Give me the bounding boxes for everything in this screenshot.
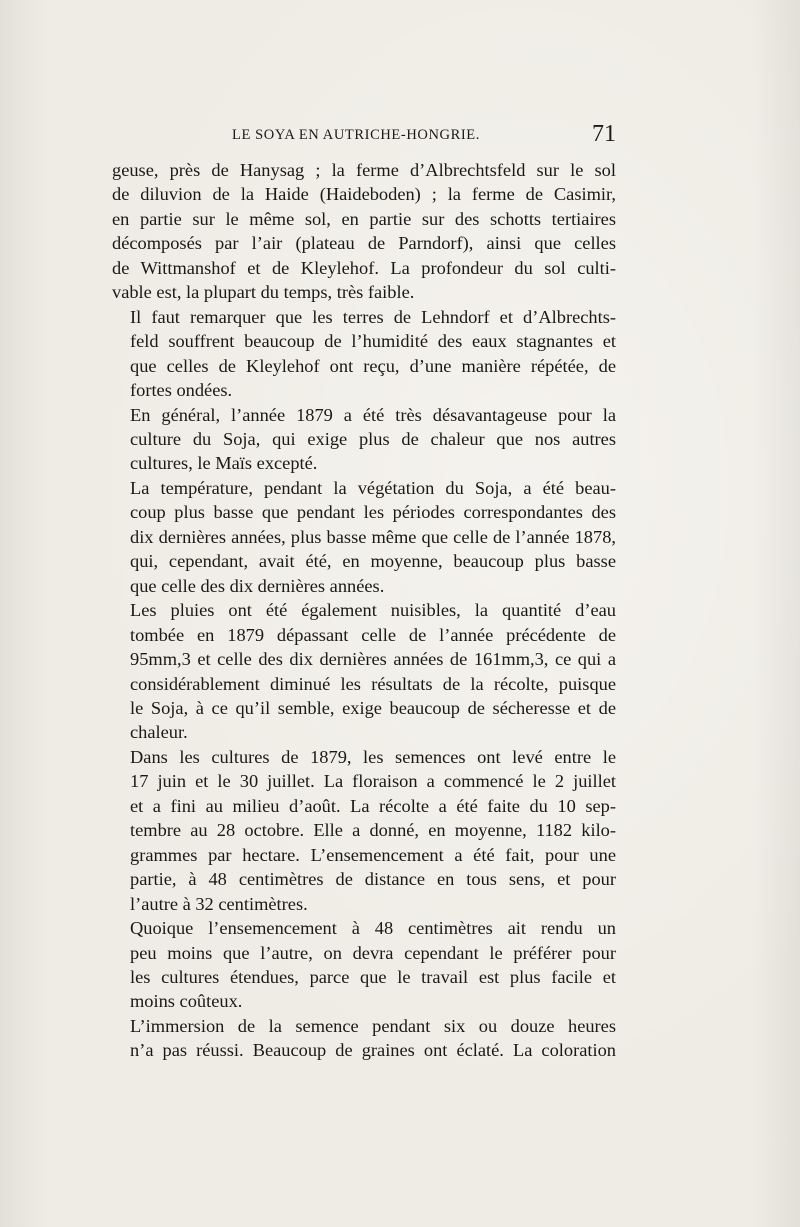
text-line: le Soja, à ce qu’il semble, exige beaucoup de sécheresse et de xyxy=(130,697,616,718)
text-line: partie, à 48 centimètres de distance en tous sens, et pour xyxy=(130,869,616,890)
text-line: dix dernières années, plus basse même que celle de l’année 1878, xyxy=(130,526,616,547)
body-text xyxy=(112,158,616,1063)
text-line: feld souffrent beaucoup de l’humidité des eaux stagnantes et xyxy=(130,331,616,352)
text-line: tembre au 28 octobre. Elle a donné, en moyenne, 1182 kilo- xyxy=(130,820,616,841)
paragraph xyxy=(112,476,616,598)
text-line: cultures, le Maïs excepté. xyxy=(130,453,318,474)
paragraph xyxy=(112,1014,616,1063)
text-line: Il faut remarquer que les terres de Lehndorf et d’Albrechts- xyxy=(130,306,616,327)
text-line: culture du Soja, qui exige plus de chaleur que nos autres xyxy=(130,428,616,449)
paragraph xyxy=(112,158,616,305)
text-line: Les pluies ont été également nuisibles, la quantité d’eau xyxy=(130,600,616,621)
text-line: Quoique l’ensemencement à 48 centimètres ait rendu un xyxy=(130,918,616,939)
text-line: de diluvion de la Haide (Haideboden) ; la ferme de Casimir, xyxy=(112,184,616,205)
paragraph xyxy=(112,403,616,476)
text-line: moins coûteux. xyxy=(130,991,243,1012)
text-line: que celle des dix dernières années. xyxy=(130,575,385,596)
text-line: chaleur. xyxy=(130,722,188,743)
text-line: que celles de Kleylehof ont reçu, d’une manière répétée, de xyxy=(130,355,616,376)
text-line: peu moins que l’autre, on devra cependant le préférer pour xyxy=(130,942,616,963)
text-line: grammes par hectare. L’ensemencement a été fait, pour une xyxy=(130,844,616,865)
running-title: LE SOYA EN AUTRICHE-HONGRIE. xyxy=(232,127,480,143)
text-line: Dans les cultures de 1879, les semences ont levé entre le xyxy=(130,746,616,767)
text-line: en partie sur le même sol, en partie sur des schotts tertiaires xyxy=(112,208,616,229)
text-line: La température, pendant la végétation du Soja, a été beau- xyxy=(130,477,616,498)
text-line: et a fini au milieu d’août. La récolte a été faite du 10 sep- xyxy=(130,795,616,816)
page-header xyxy=(112,121,616,155)
text-line: 95mm,3 et celle des dix dernières années de 161mm,3, ce qui a xyxy=(130,649,616,670)
paragraph xyxy=(112,305,616,403)
text-line: L’immersion de la semence pendant six ou douze heures xyxy=(130,1015,616,1036)
text-line: coup plus basse que pendant les périodes correspondantes des xyxy=(130,502,616,523)
text-line: de Wittmanshof et de Kleylehof. La profondeur du sol culti- xyxy=(112,257,616,278)
text-line: n’a pas réussi. Beaucoup de graines ont éclaté. La coloration xyxy=(130,1040,616,1061)
paragraph xyxy=(112,598,616,745)
page-number: 71 xyxy=(592,121,616,147)
text-line: En général, l’année 1879 a été très désavantageuse pour la xyxy=(130,404,616,425)
paragraph xyxy=(112,745,616,916)
text-line: fortes ondées. xyxy=(130,380,233,401)
text-line: décomposés par l’air (plateau de Parndorf), ainsi que celles xyxy=(112,233,616,254)
text-line: considérablement diminué les résultats de la récolte, puisque xyxy=(130,673,616,694)
text-line: qui, cependant, avait été, en moyenne, beaucoup plus basse xyxy=(130,551,616,572)
text-line: tombée en 1879 dépassant celle de l’année précédente de xyxy=(130,624,616,645)
text-line: 17 juin et le 30 juillet. La floraison a commencé le 2 juillet xyxy=(130,771,616,792)
paragraph xyxy=(112,916,616,1014)
text-line: l’autre à 32 centimètres. xyxy=(130,893,308,914)
text-line: geuse, près de Hanysag ; la ferme d’Albrechtsfeld sur le sol xyxy=(112,160,616,180)
text-line: vable est, la plupart du temps, très faible. xyxy=(112,282,415,303)
text-line: les cultures étendues, parce que le travail est plus facile et xyxy=(130,966,616,987)
